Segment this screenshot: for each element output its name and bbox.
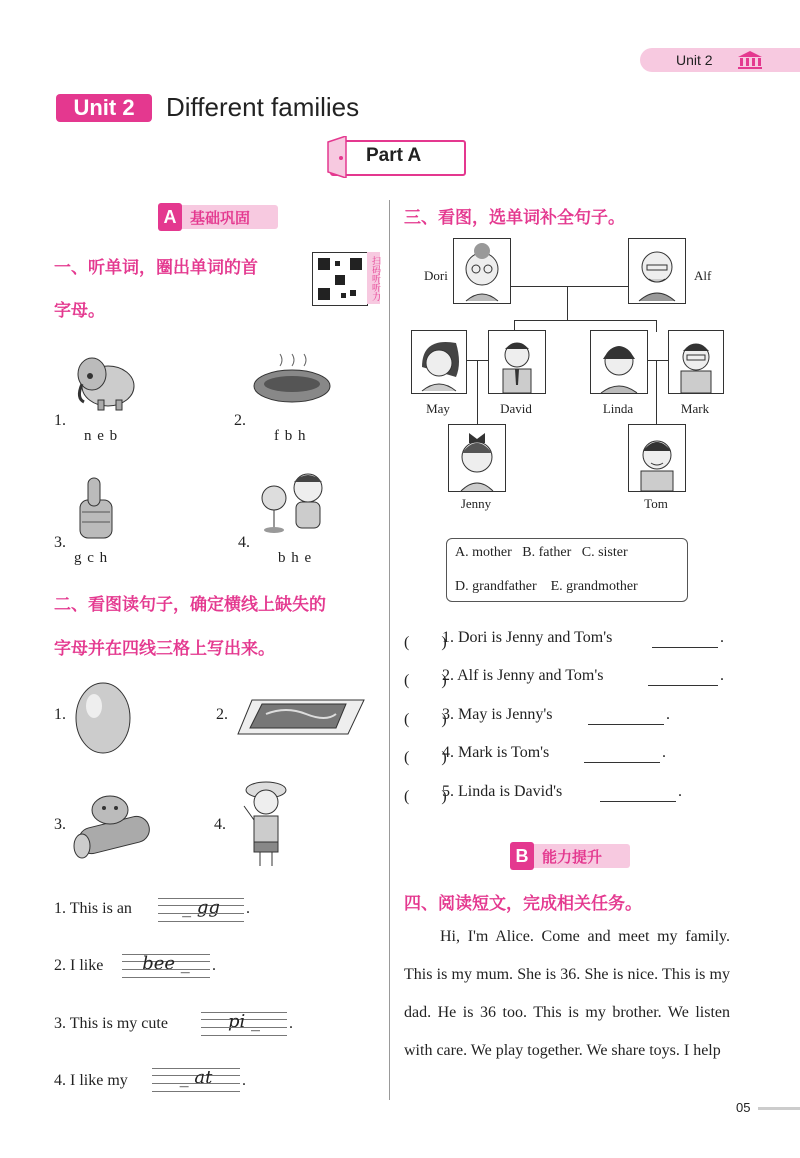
- boy-with-fan-image: [258, 470, 328, 536]
- name-tom: Tom: [644, 496, 668, 511]
- q3-title: 三、看图，选单词补全句子。: [404, 208, 625, 228]
- thumb-up-image: [72, 474, 118, 542]
- q3-paren-2[interactable]: ( ): [404, 672, 447, 689]
- tree-line: [656, 320, 657, 332]
- q2-pic-2-num: 2.: [216, 706, 228, 723]
- blank-line[interactable]: [652, 647, 718, 648]
- q2-pic-4-num: 4.: [214, 816, 226, 833]
- q1-title-line1: 一、听单词，圈出单词的首: [54, 258, 258, 278]
- q1-item-3-num: 3.: [54, 534, 66, 551]
- section-a-label: 基础巩固: [190, 209, 251, 227]
- q2-sentence-2: 2. I like: [54, 957, 104, 974]
- tree-line: [514, 320, 656, 321]
- unit-tab-label: Unit 2: [676, 52, 713, 68]
- q2-sentence-4: 4. I like my: [54, 1072, 128, 1089]
- q2-fourline-2[interactable]: [122, 954, 210, 978]
- options-line1: A. mother B. father C. sister: [455, 545, 628, 560]
- q3-question-5: 5. Linda is David's: [442, 783, 563, 800]
- page-number-bar: [758, 1107, 800, 1110]
- pig-on-log-image: [72, 786, 154, 860]
- blank-line[interactable]: [584, 762, 660, 763]
- name-mark: Mark: [680, 401, 710, 416]
- portrait-tom: [628, 424, 686, 492]
- portrait-jenny: [448, 424, 506, 492]
- portrait-may: [411, 330, 467, 394]
- q4-title: 四、阅读短文，完成相关任务。: [404, 894, 642, 914]
- section-b-letter: B: [510, 842, 534, 870]
- q2-end-4: .: [242, 1072, 246, 1089]
- meat-tray-image: [236, 694, 366, 740]
- girl-with-hat-image: [240, 776, 296, 870]
- portrait-linda: [590, 330, 648, 394]
- q1-item-4-letters[interactable]: b h e: [278, 550, 313, 566]
- qr-code-icon[interactable]: [312, 252, 368, 306]
- door-icon: [324, 136, 354, 178]
- section-b-badge: [510, 844, 630, 868]
- unit-tab: [640, 48, 800, 72]
- q2-fourline-4[interactable]: [152, 1068, 240, 1092]
- q2-pic-3-num: 3.: [54, 816, 66, 833]
- blank-line[interactable]: [600, 801, 676, 802]
- q1-item-2-num: 2.: [234, 412, 246, 429]
- q2-sentence-1: 1. This is an: [54, 900, 132, 917]
- building-icon: [736, 50, 764, 70]
- qr-label: 扫码听听力: [367, 252, 380, 304]
- q2-end-3: .: [289, 1015, 293, 1032]
- q2-word-2: bee _: [142, 953, 190, 974]
- blank-line[interactable]: [648, 685, 718, 686]
- tree-line: [567, 286, 568, 320]
- q2-title-line1: 二、看图读句子，确定横线上缺失的: [54, 595, 326, 615]
- egg-image: [72, 676, 134, 756]
- fish-image: [250, 348, 336, 406]
- q3-question-2: 2. Alf is Jenny and Tom's: [442, 667, 604, 684]
- q4-passage: Hi, I'm Alice. Come and meet my family. This is my mum. She is 36. She is nice. This is my dad. He is 36 too. This is my brother. We listen with care. We play together. We share toys. I help: [404, 928, 730, 1059]
- portrait-alf: [628, 238, 686, 304]
- column-divider: [389, 200, 390, 1100]
- name-alf: Alf: [694, 268, 712, 283]
- q3-question-3: 3. May is Jenny's: [442, 706, 553, 723]
- q3-paren-1[interactable]: ( ): [404, 634, 447, 651]
- q1-item-1-letters[interactable]: n e b: [84, 428, 119, 444]
- q3-paren-5[interactable]: ( ): [404, 788, 447, 805]
- portrait-mark: [668, 330, 724, 394]
- name-linda: Linda: [602, 401, 634, 416]
- options-box: [446, 538, 688, 602]
- q1-item-2-letters[interactable]: f b h: [274, 428, 307, 444]
- q1-item-1-num: 1.: [54, 412, 66, 429]
- q1-title-line2: 字母。: [54, 301, 105, 321]
- section-a-letter: A: [158, 203, 182, 231]
- q3-paren-4[interactable]: ( ): [404, 749, 447, 766]
- options-line2: D. grandfather E. grandmother: [455, 579, 638, 594]
- q2-end-1: .: [246, 900, 250, 917]
- portrait-david: [488, 330, 546, 394]
- blank-line[interactable]: [588, 724, 664, 725]
- q2-sentence-3: 3. This is my cute: [54, 1015, 168, 1032]
- q3-question-4: 4. Mark is Tom's: [442, 744, 550, 761]
- q2-fourline-3[interactable]: [201, 1012, 287, 1036]
- tree-line: [646, 360, 668, 361]
- name-dori: Dori: [424, 268, 448, 283]
- name-jenny: Jenny: [460, 496, 492, 511]
- q2-word-3: pi _: [227, 1011, 260, 1032]
- portrait-dori: [453, 238, 511, 304]
- section-b-label: 能力提升: [542, 848, 603, 866]
- unit-badge: Unit 2: [56, 94, 152, 122]
- name-david: David: [500, 401, 532, 416]
- q2-fourline-1[interactable]: [158, 898, 244, 922]
- q2-word-4: _ at: [179, 1067, 213, 1088]
- section-a-badge: [158, 205, 278, 229]
- q1-item-4-num: 4.: [238, 534, 250, 551]
- q1-item-3-letters[interactable]: g c h: [74, 550, 109, 566]
- q2-title-line2: 字母并在四线三格上写出来。: [54, 639, 275, 659]
- q3-question-1: 1. Dori is Jenny and Tom's: [442, 629, 613, 646]
- tree-line: [508, 286, 628, 287]
- q2-pic-1-num: 1.: [54, 706, 66, 723]
- q2-end-2: .: [212, 957, 216, 974]
- part-title: Part A: [366, 145, 422, 166]
- page-number: 05: [736, 1100, 751, 1115]
- q3-paren-3[interactable]: ( ): [404, 711, 447, 728]
- name-may: May: [426, 401, 450, 416]
- unit-title: Different families: [166, 92, 360, 122]
- elephant-image: [72, 348, 138, 414]
- q2-word-1: _ gg: [182, 897, 220, 918]
